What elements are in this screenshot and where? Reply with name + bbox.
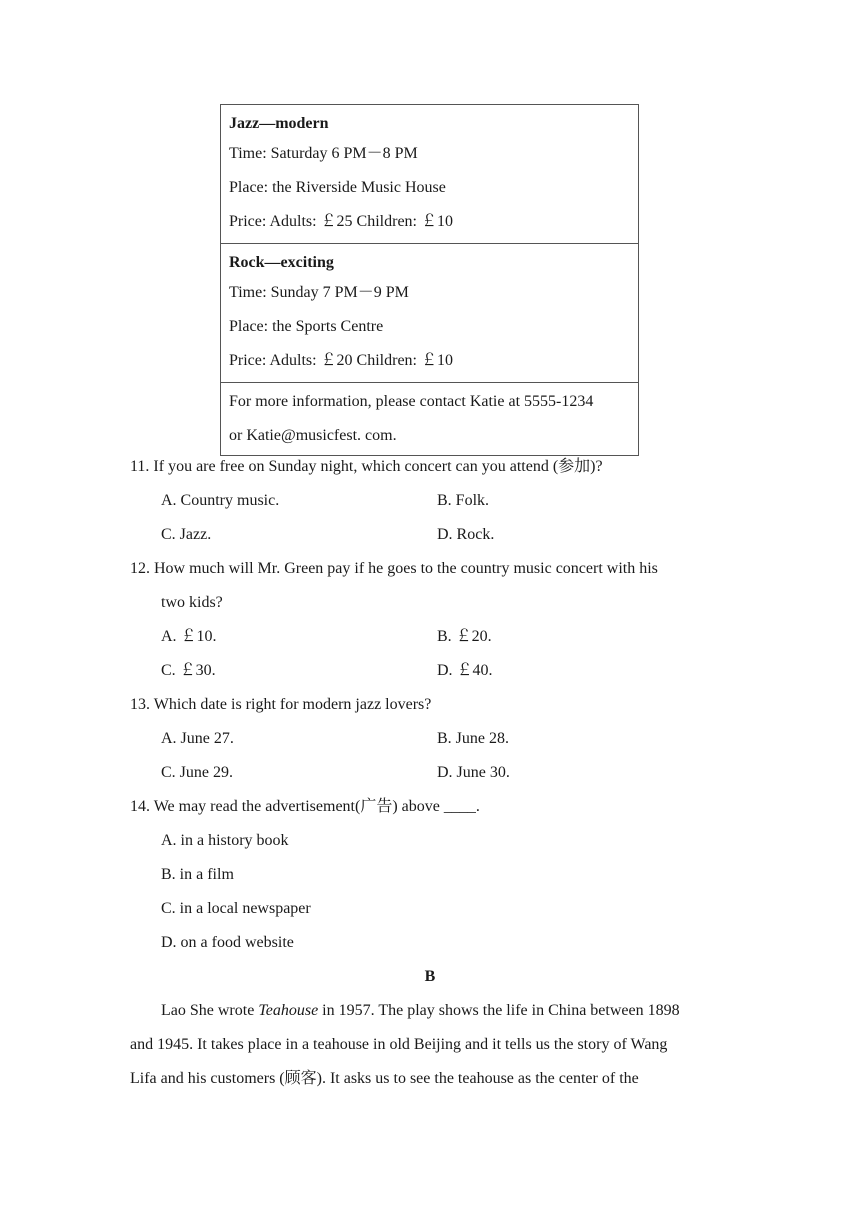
question-11-option-c: C. Jazz.	[161, 526, 212, 543]
concert-advertisement-table	[220, 104, 639, 456]
question-13-option-a: A. June 27.	[161, 730, 234, 747]
rock-section	[221, 244, 638, 383]
para-line-1-post: in 1957. The play shows the life in China between 1898	[318, 1002, 680, 1019]
question-14: 14. We may read the advertisement(广告) above ____.	[130, 798, 480, 815]
question-11-options-row-2	[130, 518, 730, 552]
jazz-section	[221, 105, 638, 244]
jazz-place: Place: the Riverside Music House	[229, 179, 446, 196]
rock-place: Place: the Sports Centre	[229, 318, 384, 335]
question-12-options-row-1	[130, 620, 730, 654]
question-11-option-a: A. Country music.	[161, 492, 280, 509]
question-14-option-b: B. in a film	[161, 866, 234, 883]
question-14-option-d: D. on a food website	[161, 934, 294, 951]
question-12-option-c: C. ￡30.	[161, 662, 216, 679]
question-12-option-a: A. ￡10.	[161, 628, 217, 645]
section-b-title: B	[424, 968, 436, 985]
question-12-continued: two kids?	[161, 594, 223, 611]
question-13: 13. Which date is right for modern jazz lovers?	[130, 696, 432, 713]
question-12: 12. How much will Mr. Green pay if he goes to the country music concert with his	[130, 560, 658, 577]
section-b-paragraph-line-2: and 1945. It takes place in a teahouse in old Beijing and it tells us the story of Wang	[130, 1036, 668, 1053]
question-12-option-b: B. ￡20.	[437, 628, 492, 645]
question-12-option-d: D. ￡40.	[437, 662, 493, 679]
question-11-options-row-1	[130, 484, 730, 518]
jazz-title: Jazz—modern	[229, 115, 329, 132]
rock-price: Price: Adults: ￡20 Children: ￡10	[229, 352, 453, 369]
question-13-option-d: D. June 30.	[437, 764, 510, 781]
question-13-options-row-2	[130, 756, 730, 790]
question-11: 11. If you are free on Sunday night, which concert can you attend (参加)?	[130, 458, 603, 475]
question-13-option-c: C. June 29.	[161, 764, 233, 781]
section-b-paragraph-line-3: Lifa and his customers (顾客). It asks us to see the teahouse as the center of the	[130, 1070, 639, 1087]
question-13-options-row-1	[130, 722, 730, 756]
para-line-1-pre: Lao She wrote	[161, 1002, 259, 1019]
question-13-option-b: B. June 28.	[437, 730, 509, 747]
question-11-option-d: D. Rock.	[437, 526, 495, 543]
question-14-option-a: A. in a history book	[161, 832, 289, 849]
contact-section	[221, 383, 638, 455]
question-14-option-c: C. in a local newspaper	[161, 900, 311, 917]
section-b-paragraph-line-1	[130, 994, 730, 1028]
questions-block	[130, 450, 730, 1096]
jazz-time: Time: Saturday 6 PM－8 PM	[229, 145, 418, 162]
question-12-options-row-2	[130, 654, 730, 688]
jazz-price: Price: Adults: ￡25 Children: ￡10	[229, 213, 453, 230]
rock-time: Time: Sunday 7 PM－9 PM	[229, 284, 409, 301]
rock-title: Rock—exciting	[229, 254, 334, 271]
contact-line-2: or Katie@musicfest. com.	[229, 427, 397, 444]
question-11-option-b: B. Folk.	[437, 492, 490, 509]
teahouse-title: Teahouse	[258, 1002, 319, 1019]
contact-line-1: For more information, please contact Katie at 5555-1234	[229, 393, 594, 410]
